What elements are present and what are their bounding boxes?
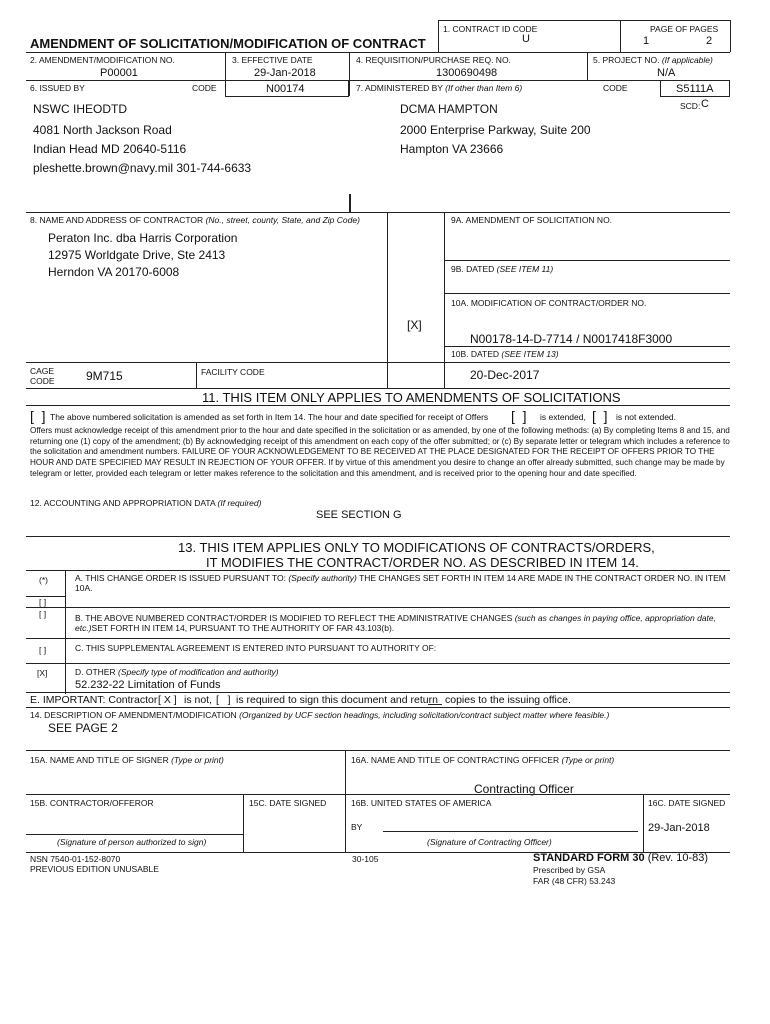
item-11-not-extended-label: is not extended. xyxy=(616,412,677,422)
item-e-text2: is not, xyxy=(184,694,213,706)
facility-code-label: FACILITY CODE xyxy=(201,367,265,377)
form-title: AMENDMENT OF SOLICITATION/MODIFICATION OF CONTRACT xyxy=(30,36,426,51)
far-reference: FAR (48 CFR) 53.243 xyxy=(533,876,616,886)
amendment-no-value: P00001 xyxy=(100,67,138,79)
item-15-signature-note: (Signature of person authorized to sign) xyxy=(57,837,207,847)
issuer-name: NSWC IHEODTD xyxy=(33,102,127,116)
by-label: BY xyxy=(351,822,363,832)
scd-label: SCD: xyxy=(680,101,701,111)
page-number: 1 xyxy=(643,35,650,47)
item-e-required-checkbox[interactable]: [ ] xyxy=(216,694,231,706)
item-13a-text: A. THIS CHANGE ORDER IS ISSUED PURSUANT TO: (Specify authority) THE CHANGES SET FORTH IN ITEM 14 ARE MADE IN THE CONTRACT ORDER NO. IN ITEM 10A. xyxy=(75,573,726,593)
item-13-blank-mark[interactable]: [ ] xyxy=(39,597,47,607)
administered-by-note: (If other than Item 6) xyxy=(445,83,523,93)
item-16b-label: 16B. UNITED STATES OF AMERICA xyxy=(351,798,492,808)
item-16a-value: Contracting Officer xyxy=(474,782,574,796)
item-16a-note: (Type or print) xyxy=(561,755,615,765)
column-divider-mark xyxy=(349,194,351,212)
issued-code-value: N00174 xyxy=(266,83,305,95)
item-10a-label: 10A. MODIFICATION OF CONTRACT/ORDER NO. xyxy=(451,298,647,308)
item-13d-text: D. OTHER (Specify type of modification and authority) xyxy=(75,667,279,677)
item-e-text1: E. IMPORTANT: Contractor xyxy=(30,694,158,706)
form-revision: (Rev. 10-83) xyxy=(647,852,709,864)
item-10a-checkbox[interactable]: [X] xyxy=(407,318,422,332)
item-11-instructions: Offers must acknowledge receipt of this amendment prior to the hour and date specified in the solicitation or as amended, by one of the following methods: (a) By completing Items 8 and 15, and returning one (1) copy of the amendment; (b) By acknowledging receipt of this amendment on each copy of the offer submitted; or (c) By separate letter or telegram which includes a reference to the solicitation and amendment numbers. FAILURE OF YOUR ACKNOWLEDGEMENT TO BE RECEIVED AT THE PLACE DESIGNATED FOR THE RECEIPT OF OFFERS PRIOR TO THE HOUR AND DATE SPECIFIED MAY RESULT IN REJECTION OF YOUR OFFER. If by virtue of this amendment you desire to change an offer already submitted, such change may be made by telegram or letter, provided each telegram or letter makes reference to the solicitation and this amendment, and is received prior to the opening hour and date specified. xyxy=(30,426,730,478)
item-11-extended-label: is extended, xyxy=(540,412,586,422)
item-13-heading-line1: 13. THIS ITEM APPLIES ONLY TO MODIFICATIONS OF CONTRACTS/ORDERS, xyxy=(178,540,655,555)
item-11-heading: 11. THIS ITEM ONLY APPLIES TO AMENDMENTS OF SOLICITATIONS xyxy=(202,390,621,405)
item-13a-mark[interactable]: (*) xyxy=(39,575,48,585)
contracting-officer-signature-line[interactable] xyxy=(383,831,638,832)
item-14-note: (Organized by UCF section headings, including solicitation/contract subject matter where feasible.) xyxy=(239,710,610,720)
item-13-heading-line2: IT MODIFIES THE CONTRACT/ORDER NO. AS DESCRIBED IN ITEM 14. xyxy=(206,555,639,570)
issuer-address-line1: 4081 North Jackson Road xyxy=(33,123,172,137)
issued-by-label: 6. ISSUED BY xyxy=(30,83,85,93)
admin-code-label: CODE xyxy=(603,83,628,93)
standard-form-label: STANDARD FORM 30 (Rev. 10-83) xyxy=(533,852,709,864)
item-e-text3: is required to sign this document and return xyxy=(236,694,438,706)
item-9b-label: 9B. DATED (SEE ITEM 11) xyxy=(451,264,554,274)
item-13c-text: C. THIS SUPPLEMENTAL AGREEMENT IS ENTERED INTO PURSUANT TO AUTHORITY OF: xyxy=(75,643,437,653)
item-15b-label: 15B. CONTRACTOR/OFFEROR xyxy=(30,798,154,808)
item-e-text4: copies to the issuing office. xyxy=(445,694,571,706)
cage-code-label: CAGE CODE xyxy=(30,366,55,386)
item-10b-note: (SEE ITEM 13) xyxy=(501,349,559,359)
item-16c-label: 16C. DATE SIGNED xyxy=(648,798,726,808)
requisition-no-label: 4. REQUISITION/PURCHASE REQ. NO. xyxy=(356,55,511,65)
admin-address-line2: Hampton VA 23666 xyxy=(400,142,504,156)
item-13d-note: (Specify type of modification and authority) xyxy=(118,667,279,677)
item-12-label: 12. ACCOUNTING AND APPROPRIATION DATA (If required) xyxy=(30,498,262,508)
item-13b-note: (such as changes in paying office, appropriation date, etc.) xyxy=(75,613,717,633)
scd-value: C xyxy=(701,98,709,110)
admin-name: DCMA HAMPTON xyxy=(400,102,498,116)
contractor-label-note: (No., street, county, State, and Zip Code) xyxy=(205,215,360,225)
project-no-label: 5. PROJECT NO. (If applicable) xyxy=(593,55,713,65)
item-13d-mark[interactable]: [X] xyxy=(37,668,48,678)
cage-code-value: 9M715 xyxy=(86,369,123,383)
administered-by-label: 7. ADMINISTERED BY (If other than Item 6) xyxy=(356,83,523,93)
issuer-contact: pleshette.brown@navy.mil 301-744-6633 xyxy=(33,161,252,175)
project-no-note: (If applicable) xyxy=(661,55,713,65)
amendment-no-label: 2. AMENDMENT/MODIFICATION NO. xyxy=(30,55,175,65)
item-e-copies-blank[interactable] xyxy=(428,704,442,705)
admin-address-line1: 2000 Enterprise Parkway, Suite 200 xyxy=(400,123,591,137)
item-9b-note: (SEE ITEM 11) xyxy=(496,264,554,274)
contract-id-value: U xyxy=(522,33,530,45)
item-12-value: SEE SECTION G xyxy=(316,509,402,521)
item-9a-label: 9A. AMENDMENT OF SOLICITATION NO. xyxy=(451,215,613,225)
item-10a-value: N00178-14-D-7714 / N0017418F3000 xyxy=(470,332,673,346)
contractor-name: Peraton Inc. dba Harris Corporation xyxy=(48,231,238,245)
admin-code-value: S5111A xyxy=(676,83,714,95)
item-16c-value: 29-Jan-2018 xyxy=(648,822,710,834)
item-16a-label: 16A. NAME AND TITLE OF CONTRACTING OFFICER (Type or print) xyxy=(351,755,615,765)
issued-code-label: CODE xyxy=(192,83,217,93)
item-10b-value: 20-Dec-2017 xyxy=(470,368,540,382)
item-15c-label: 15C. DATE SIGNED xyxy=(249,798,327,808)
item-14-label: 14. DESCRIPTION OF AMENDMENT/MODIFICATION (Organized by UCF section headings, including solicitation/contract subject matter where feasible.) xyxy=(30,710,610,720)
nsn-number: NSN 7540-01-152-8070 xyxy=(30,854,121,864)
issuer-address-line2: Indian Head MD 20640-5116 xyxy=(33,142,187,156)
item-13b-mark[interactable]: [ ] xyxy=(39,609,47,619)
project-no-value: N/A xyxy=(657,67,676,79)
item-16-signature-note: (Signature of Contracting Officer) xyxy=(427,837,552,847)
item-12-note: (If required) xyxy=(217,498,262,508)
form-code: 30-105 xyxy=(352,854,379,864)
item-13c-mark[interactable]: [ ] xyxy=(39,645,47,655)
item-15a-label: 15A. NAME AND TITLE OF SIGNER (Type or print) xyxy=(30,755,224,765)
item-11-offer-bracket[interactable]: [ ] xyxy=(30,408,46,424)
contractor-address-line2: Herndon VA 20170-6008 xyxy=(48,265,180,279)
item-13a-note: (Specify authority) xyxy=(288,573,357,583)
previous-edition-note: PREVIOUS EDITION UNUSABLE xyxy=(30,864,159,874)
item-14-value: SEE PAGE 2 xyxy=(48,721,118,735)
item-11-extended-checkbox[interactable]: [ ] xyxy=(511,408,527,424)
contract-id-label: 1. CONTRACT ID CODE xyxy=(443,24,538,34)
effective-date-value: 29-Jan-2018 xyxy=(254,67,316,79)
item-e-mark[interactable]: [ X ] xyxy=(158,694,177,706)
item-11-not-extended-checkbox[interactable]: [ ] xyxy=(592,408,608,424)
total-pages: 2 xyxy=(706,35,713,47)
page-of-pages-label: PAGE OF PAGES xyxy=(650,24,719,34)
effective-date-label: 3. EFFECTIVE DATE xyxy=(232,55,313,65)
item-15a-note: (Type or print) xyxy=(171,755,224,765)
item-13d-value: 52.232-22 Limitation of Funds xyxy=(75,679,221,691)
prescribed-by: Prescribed by GSA xyxy=(533,865,606,875)
item-10b-label: 10B. DATED (SEE ITEM 13) xyxy=(451,349,559,359)
item-11-line1: The above numbered solicitation is amended as set forth in Item 14. The hour and date specified for receipt of Offers xyxy=(50,412,489,422)
contractor-address-line1: 12975 Worldgate Drive, Ste 2413 xyxy=(48,248,226,262)
contractor-label: 8. NAME AND ADDRESS OF CONTRACTOR (No., street, county, State, and Zip Code) xyxy=(30,215,360,225)
item-13b-text: B. THE ABOVE NUMBERED CONTRACT/ORDER IS MODIFIED TO REFLECT THE ADMINISTRATIVE CHANGES (such as changes in paying office, appropriation date, etc.)SET FORTH IN ITEM 14, PURSUANT TO THE AUTHORITY OF FAR 43.103(b). xyxy=(75,613,717,633)
requisition-no-value: 1300690498 xyxy=(436,67,498,79)
